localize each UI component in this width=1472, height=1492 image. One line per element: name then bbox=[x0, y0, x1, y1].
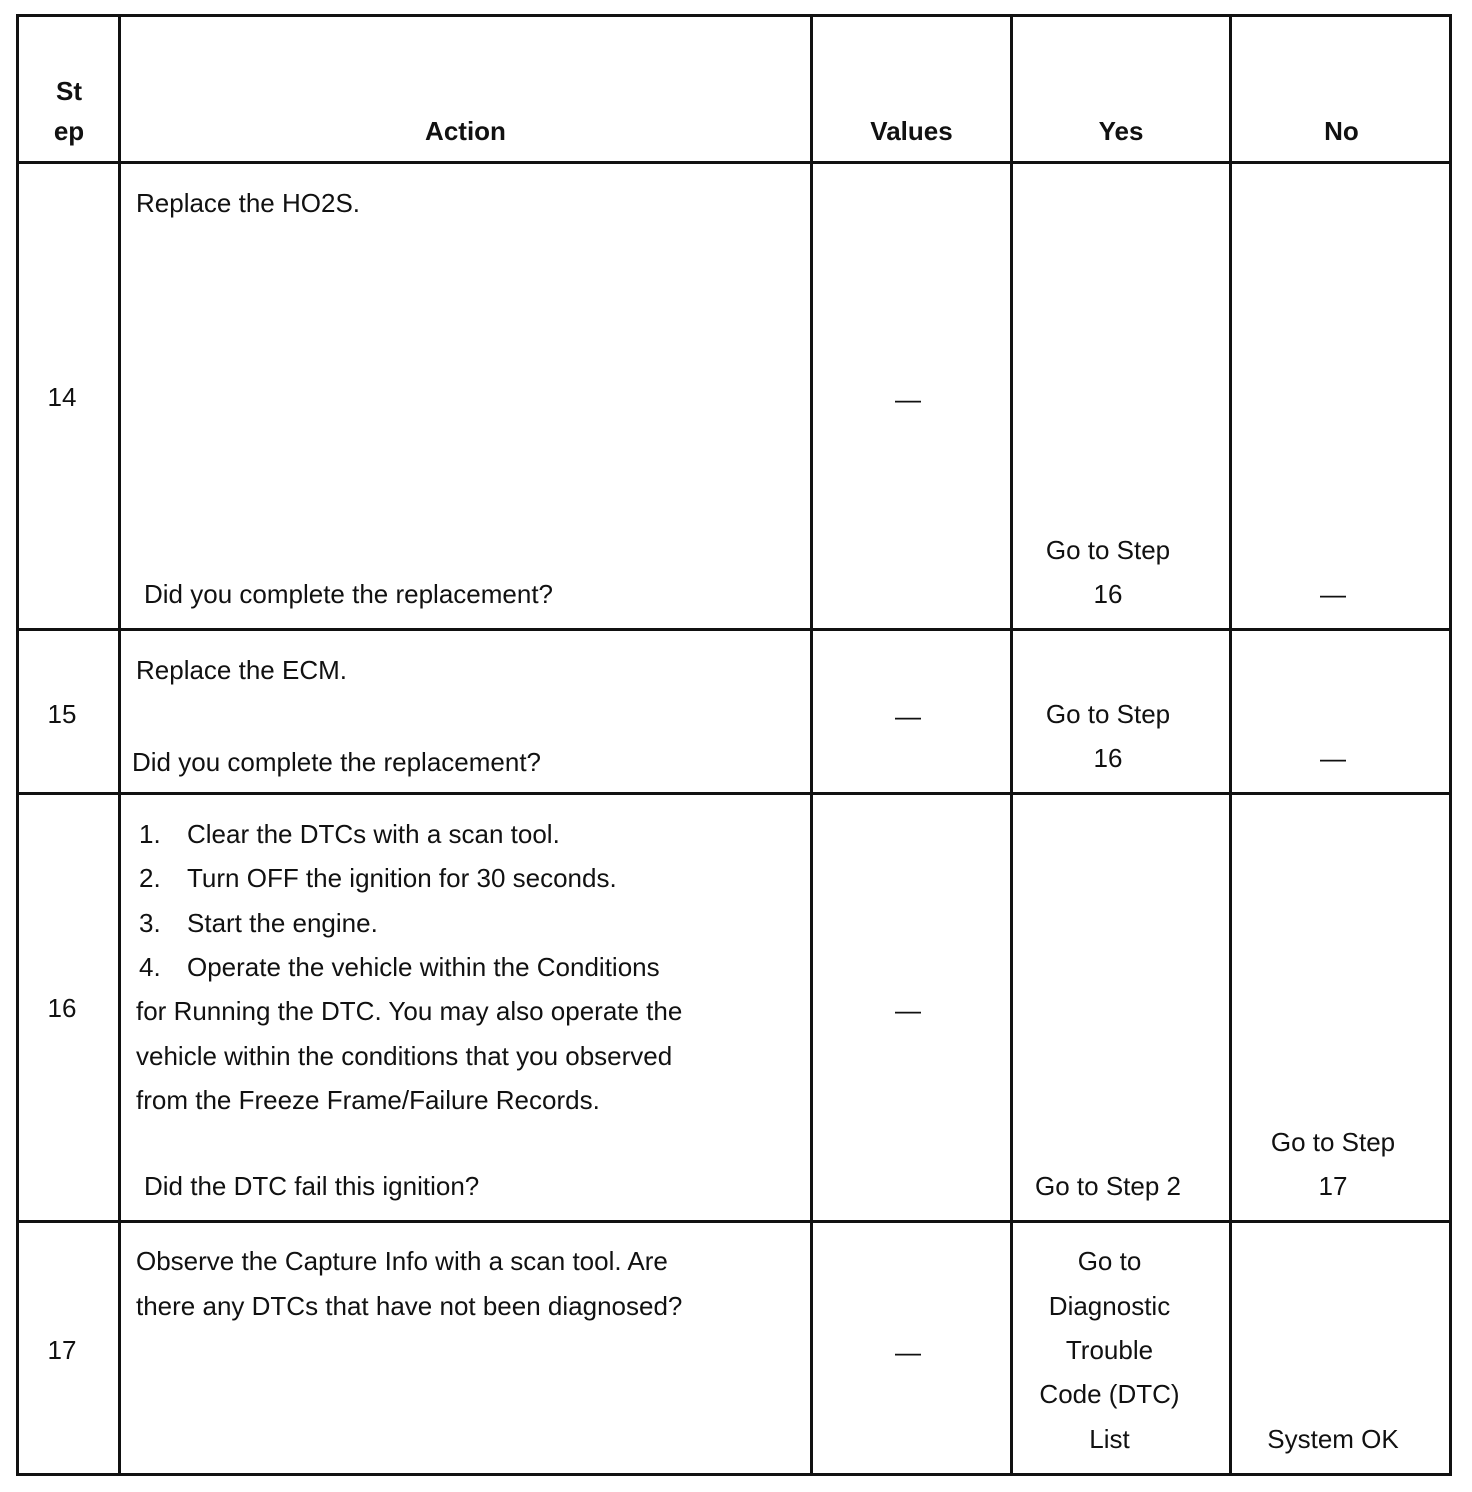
list-number: 1. bbox=[139, 819, 161, 849]
header-no: No bbox=[1324, 116, 1359, 146]
row-16-values: — bbox=[895, 995, 921, 1025]
header-values: Values bbox=[870, 116, 953, 146]
header-action: Action bbox=[425, 116, 506, 146]
header-step-line1: St bbox=[56, 76, 82, 106]
row-16-no-line1: Go to Step bbox=[1270, 1127, 1396, 1157]
row-14-action-main: Replace the HO2S. bbox=[136, 188, 361, 218]
row-divider-15 bbox=[19, 792, 1449, 795]
row-16-continuation-3: from the Freeze Frame/Failure Records. bbox=[136, 1085, 600, 1115]
col-divider-action bbox=[810, 17, 813, 1473]
row-16-continuation-1: for Running the DTC. You may also operate the bbox=[136, 996, 683, 1026]
list-text: Clear the DTCs with a scan tool. bbox=[187, 819, 560, 849]
row-15-action-main: Replace the ECM. bbox=[136, 655, 347, 685]
row-17-action-line-2: there any DTCs that have not been diagnosed? bbox=[136, 1291, 683, 1321]
row-15-yes-line1: Go to Step bbox=[1045, 699, 1171, 729]
row-15-step: 15 bbox=[47, 699, 77, 729]
row-16-list-item-4 bbox=[139, 945, 660, 989]
row-16-yes: Go to Step 2 bbox=[1035, 1171, 1181, 1201]
header-step-line2: ep bbox=[53, 116, 85, 146]
row-14-yes-line2: 16 bbox=[1093, 579, 1123, 609]
row-15-no: — bbox=[1320, 743, 1346, 773]
row-16-no-line2: 17 bbox=[1318, 1171, 1348, 1201]
list-number: 2. bbox=[139, 863, 161, 893]
list-number: 3. bbox=[139, 908, 161, 938]
row-17-action-line-1: Observe the Capture Info with a scan tool. Are bbox=[136, 1246, 668, 1276]
row-17-no: System OK bbox=[1267, 1424, 1399, 1454]
row-15-action-question: Did you complete the replacement? bbox=[132, 747, 542, 777]
row-15-yes-line2: 16 bbox=[1093, 743, 1123, 773]
col-divider-step bbox=[118, 17, 121, 1473]
list-number: 4. bbox=[139, 952, 161, 982]
list-text: Turn OFF the ignition for 30 seconds. bbox=[187, 863, 617, 893]
row-17-yes-line4: Code (DTC) bbox=[1039, 1379, 1180, 1409]
row-17-yes-line3: Trouble bbox=[1065, 1335, 1154, 1365]
row-16-list-item-1 bbox=[139, 812, 560, 856]
row-17-values: — bbox=[895, 1337, 921, 1367]
row-16-step: 16 bbox=[47, 993, 77, 1023]
row-15-values: — bbox=[895, 701, 921, 731]
row-14-values: — bbox=[895, 384, 921, 414]
row-divider-16 bbox=[19, 1220, 1449, 1223]
header-divider bbox=[19, 161, 1449, 164]
diagnostic-table bbox=[16, 14, 1452, 1476]
list-text: Start the engine. bbox=[187, 908, 378, 938]
row-16-continuation-2: vehicle within the conditions that you observed bbox=[136, 1041, 673, 1071]
row-divider-14 bbox=[19, 628, 1449, 631]
row-17-step: 17 bbox=[47, 1335, 77, 1365]
list-text: Operate the vehicle within the Conditions bbox=[187, 952, 660, 982]
row-14-step: 14 bbox=[47, 382, 77, 412]
row-16-list-item-2 bbox=[139, 856, 617, 900]
row-14-no: — bbox=[1320, 579, 1346, 609]
row-17-yes-line1: Go to bbox=[1077, 1246, 1142, 1276]
row-16-list-item-3 bbox=[139, 901, 378, 945]
row-17-yes-line2: Diagnostic bbox=[1048, 1291, 1171, 1321]
row-14-action-question: Did you complete the replacement? bbox=[144, 579, 554, 609]
row-16-action-question: Did the DTC fail this ignition? bbox=[144, 1171, 480, 1201]
row-14-yes-line1: Go to Step bbox=[1045, 535, 1171, 565]
row-17-yes-line5: List bbox=[1089, 1424, 1130, 1454]
header-yes: Yes bbox=[1098, 116, 1144, 146]
